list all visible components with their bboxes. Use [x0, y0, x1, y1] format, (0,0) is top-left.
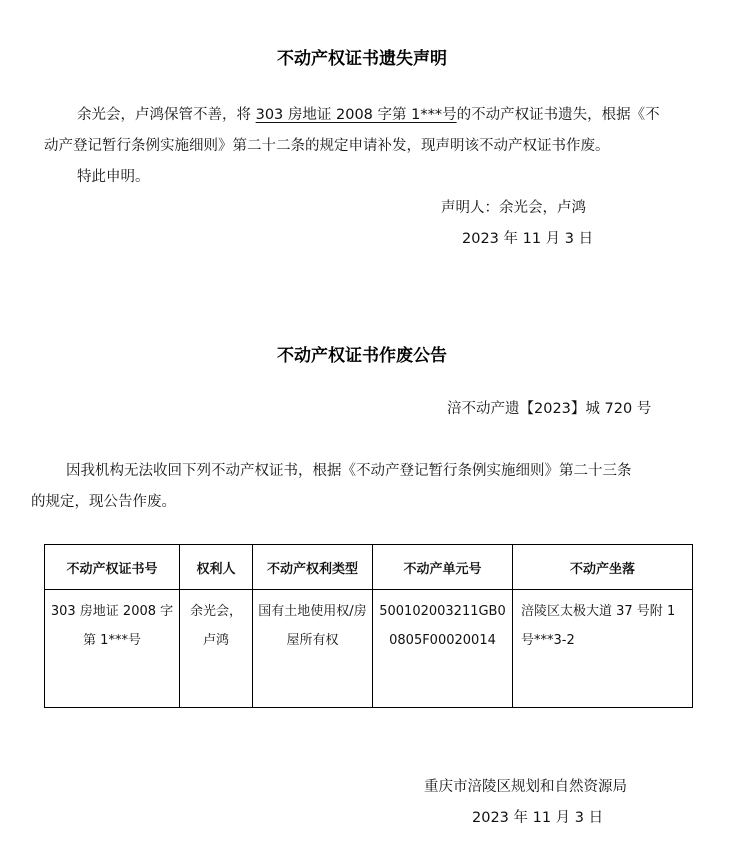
issuer-name: 重庆市涪陵区规划和自然资源局 [424, 779, 627, 795]
cell-unit-number: 500102003211GB00805F00020014 [373, 590, 513, 708]
header-certificate-number: 不动产权证书号 [45, 545, 180, 590]
void-certificate-table [44, 544, 693, 708]
declarant-name: 声明人：余光会，卢鸿 [441, 200, 586, 216]
cell-location: 涪陵区太极大道 37 号附 1 号***3-2 [513, 590, 693, 708]
announcement-document-number: 涪不动产遗【2023】城 720 号 [447, 401, 652, 417]
header-unit-number: 不动产单元号 [373, 545, 513, 590]
table-row [45, 590, 693, 708]
announcement-date: 2023 年 11 月 3 日 [472, 810, 604, 826]
header-location: 不动产坐落 [513, 545, 693, 590]
declaration-title: 不动产权证书遗失声明 [277, 49, 447, 69]
cell-certificate-number: 303 房地证 2008 字第 1***号 [45, 590, 180, 708]
declaration-special-statement: 特此申明。 [77, 169, 150, 185]
declaration-body-suffix: 的不动产权证书遗失，根据《不 [456, 107, 660, 123]
cell-right-holder: 余光会，卢鸿 [180, 590, 253, 708]
declaration-body-line2: 动产登记暂行条例实施细则》第二十二条的规定申请补发，现声明该不动产权证书作废。 [44, 138, 610, 154]
table-header-row [45, 545, 693, 590]
announcement-body-line2: 的规定，现公告作废。 [31, 494, 176, 510]
header-right-type: 不动产权利类型 [253, 545, 373, 590]
announcement-body-line1: 因我机构无法收回下列不动产权证书，根据《不动产登记暂行条例实施细则》第二十三条 [66, 463, 632, 479]
declaration-body-line1 [77, 100, 660, 131]
announcement-title: 不动产权证书作废公告 [277, 346, 447, 366]
declaration-certificate-number: 303 房地证 2008 字第 1***号 [255, 107, 457, 123]
cell-right-type: 国有土地使用权/房屋所有权 [253, 590, 373, 708]
header-right-holder: 权利人 [180, 545, 253, 590]
declaration-body-prefix: 余光会，卢鸿保管不善，将 [77, 107, 256, 123]
declaration-date: 2023 年 11 月 3 日 [462, 231, 594, 247]
